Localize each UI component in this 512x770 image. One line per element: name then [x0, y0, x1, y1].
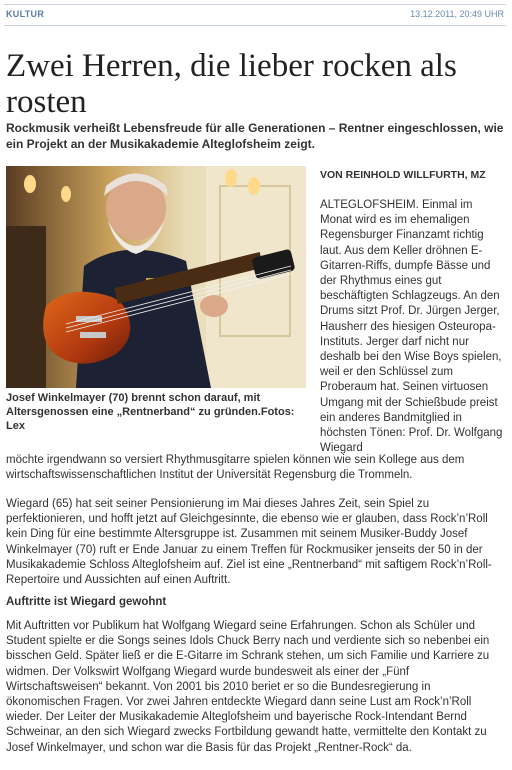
paragraph-2: Wiegard (65) hat seit seiner Pensionierung im Mai dieses Jahres Zeit, sein Spiel zu perfektionieren, und hofft jetzt auf Gleichgesinnte, die ebenso wie er glauben, dass Rock’n’Roll kein Ding für eine bestimmte Altersgruppe ist. Zusammen mit seinem Musiker-Buddy Josef Winkelmayer (70) ruft er Ende Januar zu einem Treffen für Rockmusiker jenseits der 50 in der Musikakademie Schloss Alteglofsheim auf. Ziel ist eine „Rentnerband“ mit saftigem Rock’n’Roll-Repertoire und Aussichten auf einen Auftritt. — [6, 498, 492, 587]
photo-caption: Josef Winkelmayer (70) brennt schon darauf, mit Altersgenossen eine „Rentnerband“ zu gründen.Fotos: Lex — [6, 392, 295, 432]
paragraph-1-column: ALTEGLOFSHEIM. Einmal im Monat wird es im ehemaligen Regensburger Finanzamt richtig laut. Aus dem Keller dröhnen E-Gitarren-Riffs, dumpfe Bässe und der Rhythmus eines gut beschäftigten Schlagzeugs. An den Drums sitzt Prof. Dr. Jürgen Jerger, Hausherr des hiesigen Osteuropa-Instituts. Jerger darf nicht nur deshalb bei den Wise Boys spielen, weil er den Schlüssel zum Proberaum hat. Seinen virtuosen Umgang mit der Schießbude preist ein anderes Bandmitglied in höchsten Tönen: Prof. Dr. Wolfgang Wiegard — [320, 199, 503, 455]
article-subheading: Auftritte ist Wiegard gewohnt — [6, 596, 167, 608]
paragraph-3: Mit Auftritten vor Publikum hat Wolfgang Wiegard seine Erfahrungen. Schon als Schüler und Student spielte er die Songs seines Idols Chuck Berry nach und verdiente sich so nebenbei ein bisschen Geld. Später ließ er die E-Gitarre im Schrank stehen, um sich Familie und Karriere zu widmen. Der Volkswirt Wolfgang Wiegard wurde bundesweit als einer der „Fünf Wirtschaftsweisen“ bekannt. Von 2001 bis 2010 beriet er so die Bundesregierung in ökonomischen Fragen. Vor zwei Jahren entdeckte Wiegard dann seine Lust am Rock’n’Roll wieder. Der Leiter der Musikakademie Alteglofsheim und bayerische Rock-Intendant Bernd Schweinar, an den sich Wiegard zwecks Fortbildung gewandt hatte, vermittelte den Kontakt zu Josef Winkelmayer, und schon war die Basis für das Projekt „Rentner-Rock“ da. — [6, 620, 490, 754]
article-photo — [6, 166, 306, 388]
article-headline: Zwei Herren, die lieber rocken als rosten — [6, 48, 457, 120]
paragraph-1-continued: möchte irgendwann so versiert Rhythmusgitarre spielen können wie sein Kollege aus dem wirtschaftswissenschaftlichen Institut der Universität Regensburg die Trommeln. — [6, 454, 465, 482]
section-label[interactable]: KULTUR — [6, 9, 45, 19]
article-subheadline: Rockmusik verheißt Lebensfreude für alle Generationen – Rentner eingeschlossen, wie ein Projekt an der Musikakademie Alteglofsheim zeigt. — [6, 121, 504, 151]
section-header-bar — [4, 4, 506, 26]
article-byline: VON REINHOLD WILLFURTH, MZ — [320, 169, 486, 181]
publish-date: 13.12.2011, 20:49 UHR — [410, 9, 504, 19]
